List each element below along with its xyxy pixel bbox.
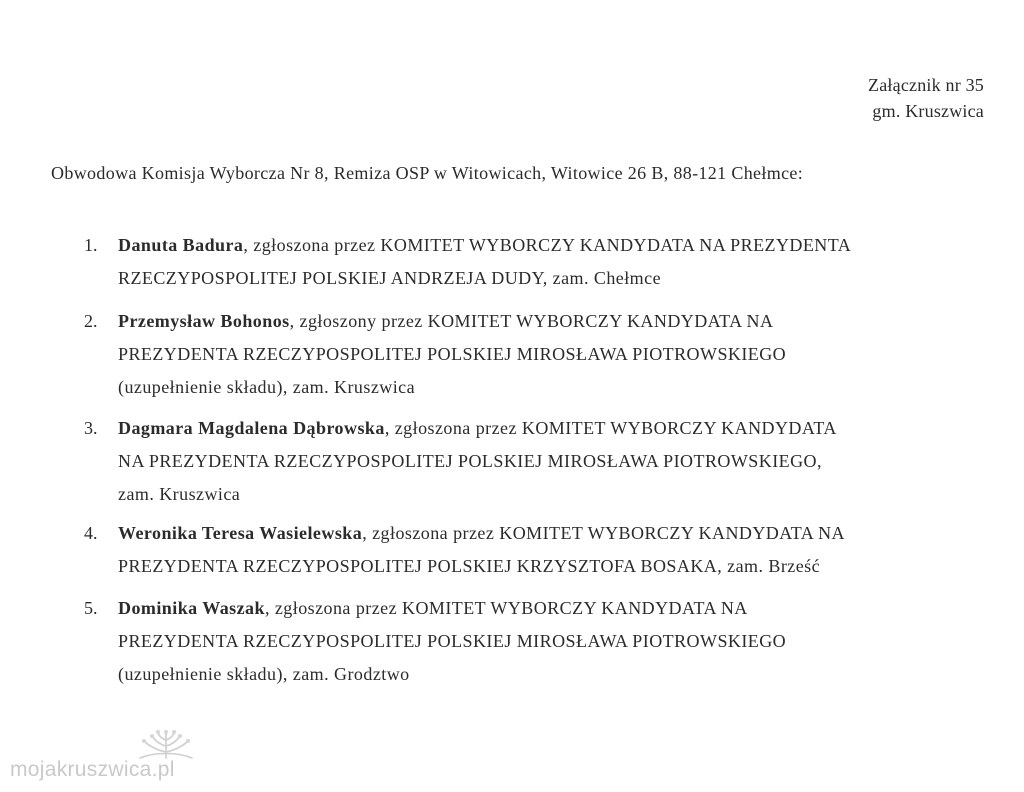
member-nomination: , zgłoszona przez KOMITET WYBORCZY KANDYDATA NA <box>362 523 846 543</box>
member-name: Weronika Teresa Wasielewska <box>118 523 363 543</box>
item-line <box>118 517 978 550</box>
item-line <box>118 412 978 445</box>
item-text <box>118 517 978 583</box>
item-text <box>118 305 978 404</box>
member-nomination: , zgłoszony przez KOMITET WYBORCZY KANDYDATA NA <box>289 311 774 331</box>
item-text <box>118 592 978 691</box>
member-nomination: , zgłoszona przez KOMITET WYBORCZY KANDYDATA NA <box>264 598 748 618</box>
commission-heading: Obwodowa Komisja Wyborcza Nr 8, Remiza OSP w Witowicach, Witowice 26 B, 88-121 Chełmce: <box>51 163 804 183</box>
item-text <box>118 229 978 295</box>
item-line: (uzupełnienie składu), zam. Grodztwo <box>118 664 410 684</box>
item-line <box>118 305 978 338</box>
item-line <box>118 229 978 262</box>
item-number: 1. <box>84 235 98 255</box>
member-name: Danuta Badura <box>118 235 244 255</box>
member-nomination: , zgłoszona przez KOMITET WYBORCZY KANDYDATA <box>384 418 837 438</box>
member-name: Dagmara Magdalena Dąbrowska <box>118 418 385 438</box>
item-line <box>118 592 978 625</box>
member-name: Przemysław Bohonos <box>118 311 290 331</box>
item-line: zam. Kruszwica <box>118 484 241 504</box>
site-watermark <box>10 728 210 784</box>
item-line: PREZYDENTA RZECZYPOSPOLITEJ POLSKIEJ MIROSŁAWA PIOTROWSKIEGO <box>118 344 787 364</box>
annex-number: Załącznik nr 35 <box>868 75 984 95</box>
item-line: RZECZYPOSPOLITEJ POLSKIEJ ANDRZEJA DUDY, zam. Chełmce <box>118 268 662 288</box>
item-line: PREZYDENTA RZECZYPOSPOLITEJ POLSKIEJ KRZYSZTOFA BOSAKA, zam. Brześć <box>118 556 821 576</box>
member-name: Dominika Waszak <box>118 598 265 618</box>
member-nomination: , zgłoszona przez KOMITET WYBORCZY KANDYDATA NA PREZYDENTA <box>243 235 852 255</box>
item-line: PREZYDENTA RZECZYPOSPOLITEJ POLSKIEJ MIROSŁAWA PIOTROWSKIEGO <box>118 631 787 651</box>
item-number: 2. <box>84 311 98 331</box>
annex-municipality: gm. Kruszwica <box>872 101 984 121</box>
item-line: (uzupełnienie składu), zam. Kruszwica <box>118 377 416 397</box>
item-number: 4. <box>84 523 98 543</box>
item-line: NA PREZYDENTA RZECZYPOSPOLITEJ POLSKIEJ MIROSŁAWA PIOTROWSKIEGO, <box>118 451 822 471</box>
item-number: 5. <box>84 598 98 618</box>
watermark-text: mojakruszwica.pl <box>10 758 175 781</box>
item-text <box>118 412 978 511</box>
wheat-logo-icon <box>134 728 198 760</box>
item-number: 3. <box>84 418 98 438</box>
